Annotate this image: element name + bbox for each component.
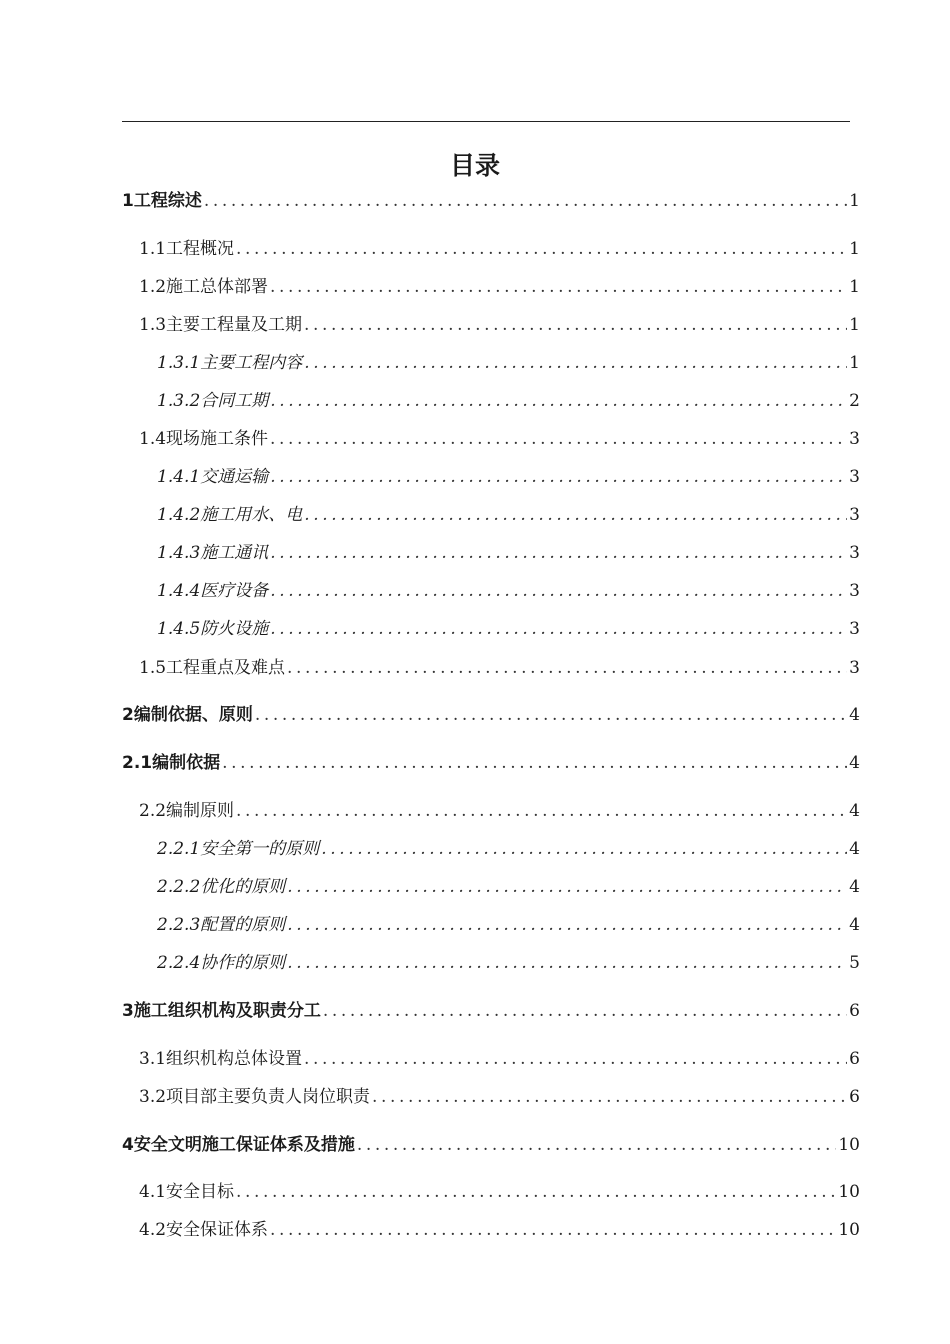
toc-page-number: 3	[849, 619, 860, 639]
toc-entry[interactable]	[0, 462, 860, 488]
toc-entry[interactable]	[0, 948, 860, 974]
toc-dot-leader	[204, 190, 847, 212]
toc-entry-label: 1.5工程重点及难点	[139, 658, 286, 678]
toc-entry[interactable]	[0, 834, 860, 860]
toc-entry-label: 1.4现场施工条件	[139, 429, 269, 449]
toc-entry[interactable]	[0, 186, 860, 212]
toc-entry[interactable]	[0, 796, 860, 822]
toc-page-number: 3	[849, 581, 860, 601]
toc-entry[interactable]	[0, 748, 860, 774]
header-rule	[122, 121, 850, 122]
toc-dot-leader	[304, 314, 847, 336]
toc-page-number: 5	[849, 953, 860, 973]
toc-entry[interactable]	[0, 1177, 860, 1203]
toc-page-number: 1	[849, 277, 860, 297]
toc-dot-leader	[270, 1219, 836, 1241]
toc-entry-label: 2.2.1安全第一的原则	[157, 839, 320, 859]
toc-entry[interactable]	[0, 538, 860, 564]
toc-page-number: 6	[849, 1049, 860, 1069]
toc-dot-leader	[270, 390, 847, 412]
toc-dot-leader	[287, 914, 847, 936]
toc-entry-label: 3.1组织机构总体设置	[139, 1049, 303, 1069]
toc-dot-leader	[304, 504, 847, 526]
toc-page-number: 6	[849, 1087, 860, 1107]
toc-page-number: 6	[849, 1001, 860, 1021]
toc-entry-label: 1.3.1主要工程内容	[157, 353, 303, 373]
toc-dot-leader	[321, 838, 847, 860]
toc-dot-leader	[304, 352, 847, 374]
toc-entry[interactable]	[0, 1044, 860, 1070]
toc-entry-label: 1.1工程概况	[139, 239, 235, 259]
toc-title: 目录	[449, 151, 500, 180]
toc-entry[interactable]	[0, 872, 860, 898]
toc-entry-label: 2.2.4协作的原则	[157, 953, 286, 973]
toc-page-number: 10	[838, 1135, 860, 1155]
toc-dot-leader	[304, 1048, 847, 1070]
toc-entry-label: 1.3主要工程量及工期	[139, 315, 303, 335]
toc-dot-leader	[357, 1134, 837, 1156]
toc-page-number: 4	[849, 839, 860, 859]
toc-page-number: 1	[849, 239, 860, 259]
toc-entry[interactable]	[0, 348, 860, 374]
toc-entry[interactable]	[0, 272, 860, 298]
toc-entry-label: 1.4.3施工通讯	[157, 543, 269, 563]
toc-dot-leader	[270, 618, 847, 640]
toc-entry[interactable]	[0, 576, 860, 602]
toc-page-number: 3	[849, 467, 860, 487]
toc-entry[interactable]	[0, 1082, 860, 1108]
toc-entry-label: 3施工组织机构及职责分工	[122, 1001, 321, 1021]
toc-entry-label: 1.4.1交通运输	[157, 467, 269, 487]
toc-page-number: 10	[838, 1220, 860, 1240]
toc-entry[interactable]	[0, 1130, 860, 1156]
toc-entry[interactable]	[0, 996, 860, 1022]
toc-page-number: 4	[849, 801, 860, 821]
toc-dot-leader	[270, 276, 847, 298]
toc-dot-leader	[270, 542, 847, 564]
toc-entry-label: 2.2.3配置的原则	[157, 915, 286, 935]
toc-entry-label: 2.2编制原则	[139, 801, 235, 821]
toc-entry-label: 4安全文明施工保证体系及措施	[122, 1135, 355, 1155]
toc-entry-label: 1.4.2施工用水、电	[157, 505, 303, 525]
toc-page-number: 3	[849, 505, 860, 525]
toc-entry-label: 1.2施工总体部署	[139, 277, 269, 297]
toc-entry-label: 2编制依据、原则	[122, 705, 253, 725]
toc-entry[interactable]	[0, 386, 860, 412]
toc-page-number: 3	[849, 543, 860, 563]
toc-entry-label: 4.2安全保证体系	[139, 1220, 269, 1240]
toc-page-number: 4	[849, 877, 860, 897]
toc-dot-leader	[236, 1181, 836, 1203]
toc-entry-label: 1.3.2合同工期	[157, 391, 269, 411]
toc-entry-label: 2.1编制依据	[122, 753, 221, 773]
toc-dot-leader	[323, 1000, 847, 1022]
toc-entry-label: 3.2项目部主要负责人岗位职责	[139, 1087, 371, 1107]
toc-dot-leader	[287, 876, 847, 898]
toc-page-number: 2	[849, 391, 860, 411]
toc-entry-label: 1.4.5防火设施	[157, 619, 269, 639]
toc-entry-label: 4.1安全目标	[139, 1182, 235, 1202]
toc-page-number: 10	[838, 1182, 860, 1202]
toc-entry[interactable]	[0, 1215, 860, 1241]
toc-entry-label: 1工程综述	[122, 191, 202, 211]
toc-entry[interactable]	[0, 310, 860, 336]
toc-page-number: 4	[849, 753, 860, 773]
toc-dot-leader	[287, 657, 847, 679]
toc-page-number: 1	[849, 353, 860, 373]
toc-dot-leader	[372, 1086, 847, 1108]
toc-entry-label: 2.2.2优化的原则	[157, 877, 286, 897]
toc-entry[interactable]	[0, 424, 860, 450]
toc-dot-leader	[236, 800, 847, 822]
toc-entry[interactable]	[0, 700, 860, 726]
toc-page-number: 3	[849, 658, 860, 678]
toc-dot-leader	[222, 752, 847, 774]
toc-page-number: 4	[849, 705, 860, 725]
toc-entry-label: 1.4.4医疗设备	[157, 581, 269, 601]
toc-page-number: 4	[849, 915, 860, 935]
toc-dot-leader	[270, 580, 847, 602]
toc-entry[interactable]	[0, 500, 860, 526]
toc-dot-leader	[236, 238, 847, 260]
toc-entry[interactable]	[0, 614, 860, 640]
toc-page-number: 1	[849, 191, 860, 211]
toc-dot-leader	[270, 466, 847, 488]
toc-entry[interactable]	[0, 234, 860, 260]
toc-dot-leader	[270, 428, 847, 450]
toc-entry[interactable]	[0, 910, 860, 936]
toc-entry[interactable]	[0, 653, 860, 679]
toc-page-number: 3	[849, 429, 860, 449]
toc-page-number: 1	[849, 315, 860, 335]
toc-dot-leader	[255, 704, 847, 726]
toc-dot-leader	[287, 952, 847, 974]
